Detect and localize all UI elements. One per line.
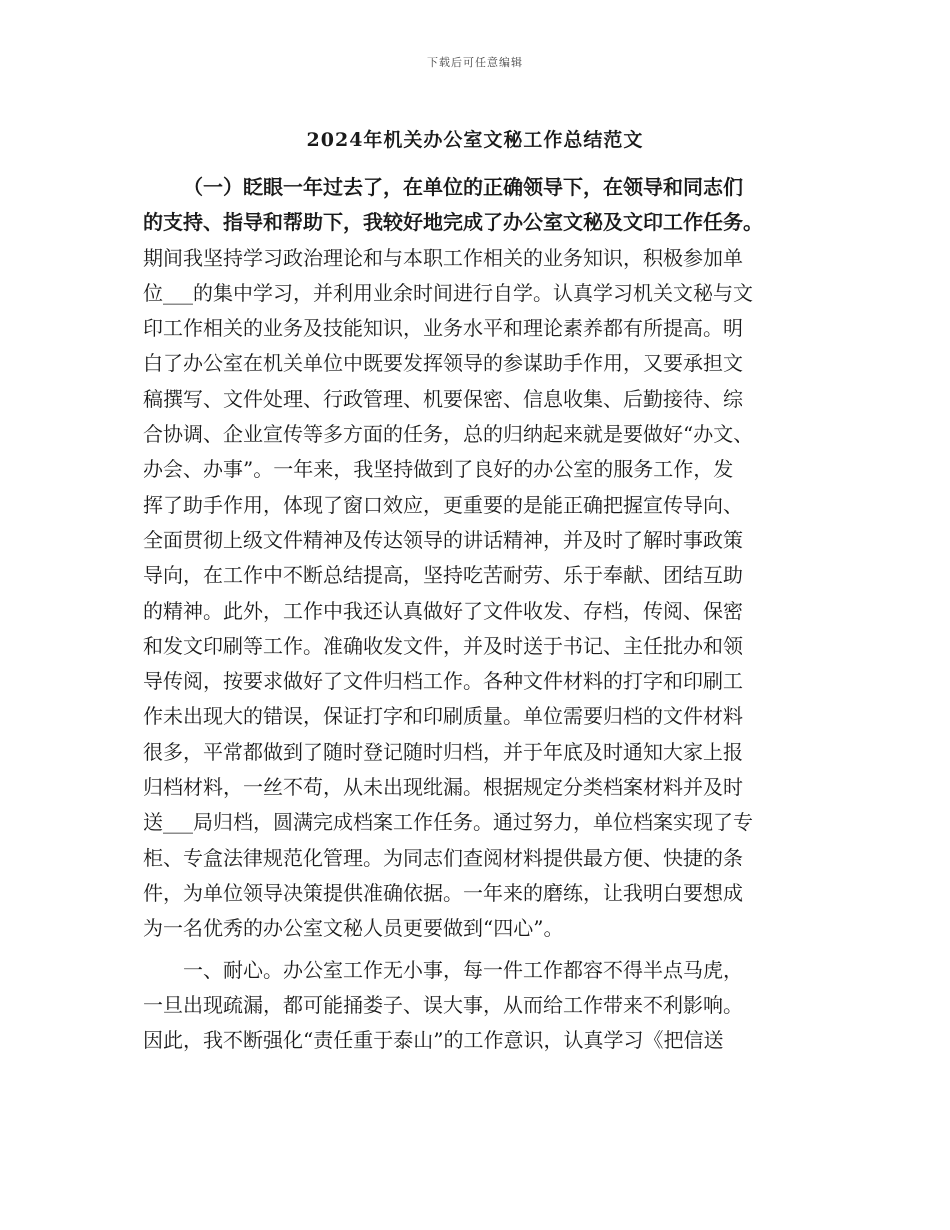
paragraph-line: 为一名优秀的办公室文秘人员更要做到“四心”。	[143, 916, 564, 941]
paragraph-line: 因此，我不断强化“责任重于泰山”的工作意识，认真学习《把信送	[143, 1028, 724, 1053]
paragraph-line: 印工作相关的业务及技能知识，业务水平和理论素养都有所提高。明	[143, 316, 743, 341]
paragraph-line: 合协调、企业宣传等多方面的任务，总的归纳起来就是要做好“办文、	[143, 422, 754, 447]
paragraph-line: （一）眨眼一年过去了，在单位的正确领导下，在领导和同志们	[183, 175, 743, 199]
paragraph-line: 位___的集中学习，并利用业余时间进行自学。认真学习机关文秘与文	[143, 280, 753, 305]
paragraph-line: 归档材料，一丝不苟，从未出现纰漏。根据规定分类档案材料并及时	[143, 775, 743, 800]
paragraph-line: 导向，在工作中不断总结提高，坚持吃苦耐劳、乐于奉献、团结互助	[143, 563, 743, 588]
paragraph-2	[143, 953, 808, 1059]
paragraph-line: 作未出现大的错误，保证打字和印刷质量。单位需要归档的文件材料	[143, 704, 743, 729]
document-title: 2024年机关办公室文秘工作总结范文	[306, 129, 644, 151]
paragraph-line: 导传阅，按要求做好了文件归档工作。各种文件材料的打字和印刷工	[143, 669, 743, 694]
paragraph-line: 柜、专盒法律规范化管理。为同志们查阅材料提供最方便、快捷的条	[143, 845, 743, 870]
paragraph-line: 很多，平常都做到了随时登记随时归档，并于年底及时通知大家上报	[143, 739, 743, 764]
document-body	[143, 170, 808, 1058]
paragraph-line: 送___局归档，圆满完成档案工作任务。通过努力，单位档案实现了专	[143, 810, 753, 835]
paragraph-line: 一、耐心。办公室工作无小事，每一件工作都容不得半点马虎，	[183, 957, 743, 982]
paragraph-line: 的支持、指导和帮助下，我较好地完成了办公室文秘及文印工作任务。	[143, 210, 763, 235]
paragraph-line: 件，为单位领导决策提供准确依据。一年来的磨练，让我明白要想成	[143, 880, 743, 905]
paragraph-line: 挥了助手作用，体现了窗口效应，更重要的是能正确把握宣传导向、	[143, 492, 743, 517]
paragraph-line: 的精神。此外，工作中我还认真做好了文件收发、存档，传阅、保密	[143, 598, 743, 623]
paragraph-line: 白了办公室在机关单位中既要发挥领导的参谋助手作用，又要承担文	[143, 351, 743, 376]
paragraph-line: 稿撰写、文件处理、行政管理、机要保密、信息收集、后勤接待、综	[143, 386, 743, 411]
paragraph-line: 期间我坚持学习政治理论和与本职工作相关的业务知识，积极参加单	[143, 245, 743, 270]
header-note: 下载后可任意编辑	[427, 56, 523, 69]
paragraph-line: 全面贯彻上级文件精神及传达领导的讲话精神，并及时了解时事政策	[143, 527, 743, 552]
paragraph-1	[143, 170, 808, 947]
paragraph-line: 一旦出现疏漏，都可能捅娄子、误大事，从而给工作带来不利影响。	[143, 992, 743, 1017]
paragraph-line: 办会、办事”。一年来，我坚持做到了良好的办公室的服务工作，发	[143, 457, 734, 482]
paragraph-line: 和发文印刷等工作。准确收发文件，并及时送于书记、主任批办和领	[143, 633, 743, 658]
